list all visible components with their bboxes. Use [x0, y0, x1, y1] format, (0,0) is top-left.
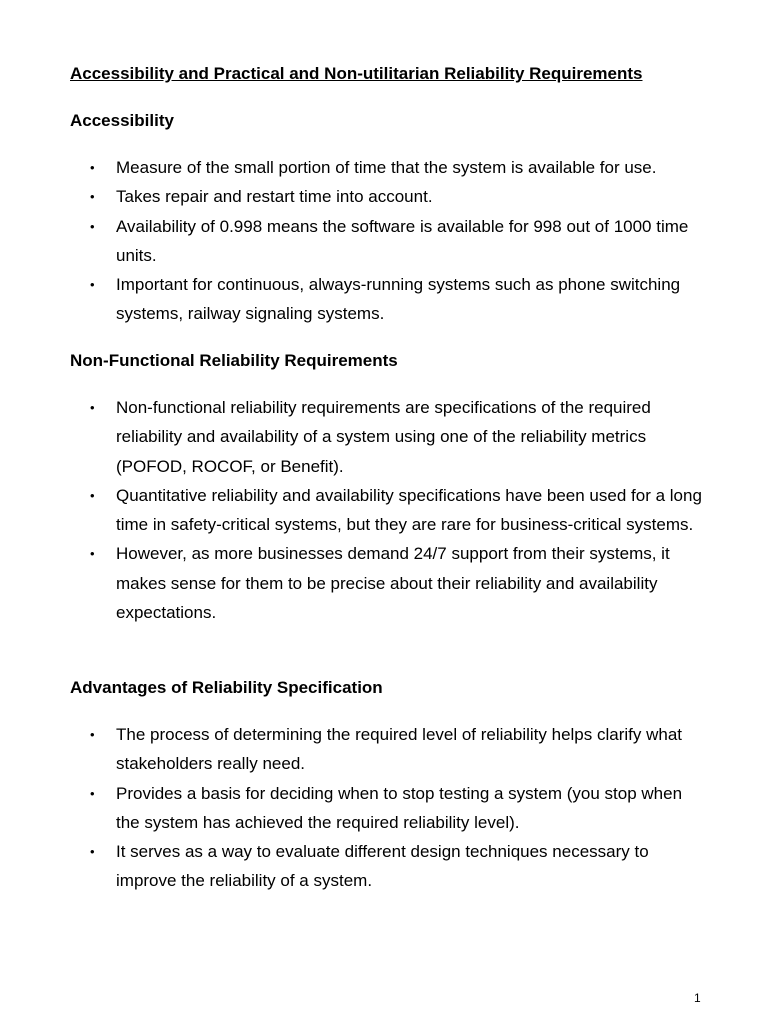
list-item-text: Availability of 0.998 means the software is available for 998 out of 1000 time units.	[116, 216, 689, 265]
bullet-icon: •	[90, 844, 95, 860]
bullet-list-accessibility	[90, 153, 710, 329]
section-heading-advantages: Advantages of Reliability Specification	[70, 678, 383, 697]
list-item-text: However, as more businesses demand 24/7 support from their systems, it makes sense for them to be precise about their reliability and availability expectations.	[116, 544, 670, 623]
list-item-text: Measure of the small portion of time that the system is available for use.	[116, 158, 657, 177]
bullet-list-non-functional	[90, 393, 710, 627]
list-item	[90, 212, 710, 271]
list-item	[90, 720, 710, 779]
list-item	[90, 393, 710, 481]
list-item-text: Important for continuous, always-running systems such as phone switching systems, railway signaling systems.	[116, 275, 681, 324]
bullet-icon: •	[90, 189, 95, 205]
bullet-icon: •	[90, 277, 95, 293]
list-item-text: Provides a basis for deciding when to stop testing a system (you stop when the system has achieved the required reliability level).	[116, 783, 683, 832]
list-item	[90, 539, 710, 627]
bullet-icon: •	[90, 160, 95, 175]
bullet-icon: •	[90, 785, 95, 801]
bullet-icon: •	[90, 546, 95, 562]
list-item-text: Non-functional reliability requirements are specifications of the required reliability and availability of a system using one of the reliability metrics (POFOD, ROCOF, or Benefit).	[116, 398, 651, 476]
list-item-text: Takes repair and restart time into account.	[116, 187, 433, 207]
list-item	[90, 837, 710, 896]
bullet-icon: •	[90, 727, 95, 742]
bullet-list-advantages	[90, 720, 710, 896]
list-item-text: Quantitative reliability and availability specifications have been used for a long time in safety-critical systems, but they are rare for business-critical systems.	[116, 485, 702, 535]
list-item	[90, 779, 710, 838]
document-title: Accessibility and Practical and Non-utilitarian Reliability Requirements	[70, 64, 643, 83]
bullet-icon: •	[90, 218, 95, 234]
list-item	[90, 481, 710, 540]
list-item	[90, 182, 710, 211]
bullet-icon: •	[90, 487, 95, 503]
section-heading-accessibility: Accessibility	[70, 111, 174, 130]
bullet-icon: •	[90, 400, 95, 415]
list-item-text: The process of determining the required level of reliability helps clarify what stakeholders really need.	[116, 725, 682, 774]
list-item	[90, 270, 710, 329]
list-item	[90, 153, 710, 182]
list-item-text: It serves as a way to evaluate different design techniques necessary to improve the reliability of a system.	[116, 842, 649, 891]
section-heading-non-functional: Non-Functional Reliability Requirements	[70, 351, 398, 370]
page-number: 1	[694, 991, 701, 1005]
